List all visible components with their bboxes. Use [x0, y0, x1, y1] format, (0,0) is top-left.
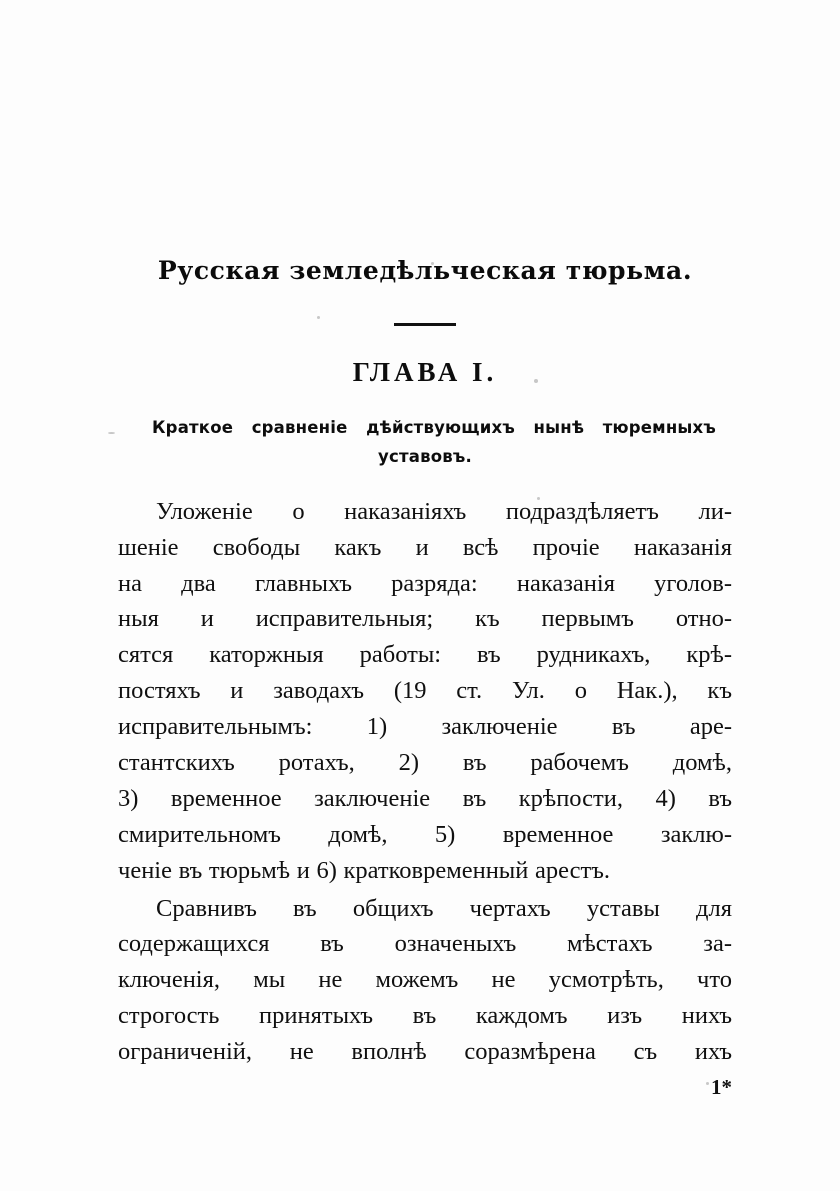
text-line: ключенія, мы не можемъ не усмотрѣть, что — [118, 966, 732, 994]
page-folio: 1* — [711, 1075, 732, 1099]
text-line: смирительномъ домѣ, 5) временное заклю- — [118, 820, 732, 848]
text-line: строгость принятыхъ въ каждомъ изъ нихъ — [118, 1002, 732, 1030]
chapter-heading: ГЛАВА I. — [352, 357, 498, 387]
chapter-subtitle-line-2: уставовъ. — [378, 446, 472, 466]
text-line: шеніе свободы какъ и всѣ прочіе наказанія — [118, 533, 732, 561]
page-content — [118, 256, 732, 1070]
paragraph-1 — [118, 494, 732, 889]
text-line: на два главныхъ разряда: наказанія уголов- — [118, 569, 732, 597]
text-line: стантскихъ ротахъ, 2) въ рабочемъ домѣ, — [118, 748, 732, 776]
text-line: ченіе въ тюрьмѣ и 6) кратковременный арестъ. — [118, 856, 610, 884]
chapter-subtitle-line-1: Краткое сравненіе дѣйствующихъ нынѣ тюремныхъ — [152, 418, 716, 437]
text-line: исправительнымъ: 1) заключеніе въ аре- — [118, 713, 732, 741]
title-divider — [118, 313, 732, 331]
chapter-subtitle — [118, 414, 732, 472]
divider-rule — [394, 323, 456, 326]
text-line: постяхъ и заводахъ (19 ст. Ул. о Нак.), къ — [118, 677, 732, 705]
page-title: Русская земледѣльческая тюрьма. — [157, 256, 693, 285]
text-line: содержащихся въ означеныхъ мѣстахъ за- — [118, 930, 732, 958]
text-line: ныя и исправительныя; къ первымъ отно- — [118, 605, 732, 633]
text-line: 3) временное заключеніе въ крѣпости, 4) въ — [118, 784, 732, 812]
text-line: сятся каторжныя работы: въ рудникахъ, крѣ- — [118, 641, 732, 669]
text-line: Сравнивъ въ общихъ чертахъ уставы для — [156, 894, 732, 922]
text-line: Уложеніе о наказаніяхъ подраздѣляетъ ли- — [156, 497, 732, 525]
paragraph-2 — [118, 891, 732, 1070]
text-line: ограниченій, не вполнѣ соразмѣрена съ ихъ — [118, 1038, 732, 1066]
